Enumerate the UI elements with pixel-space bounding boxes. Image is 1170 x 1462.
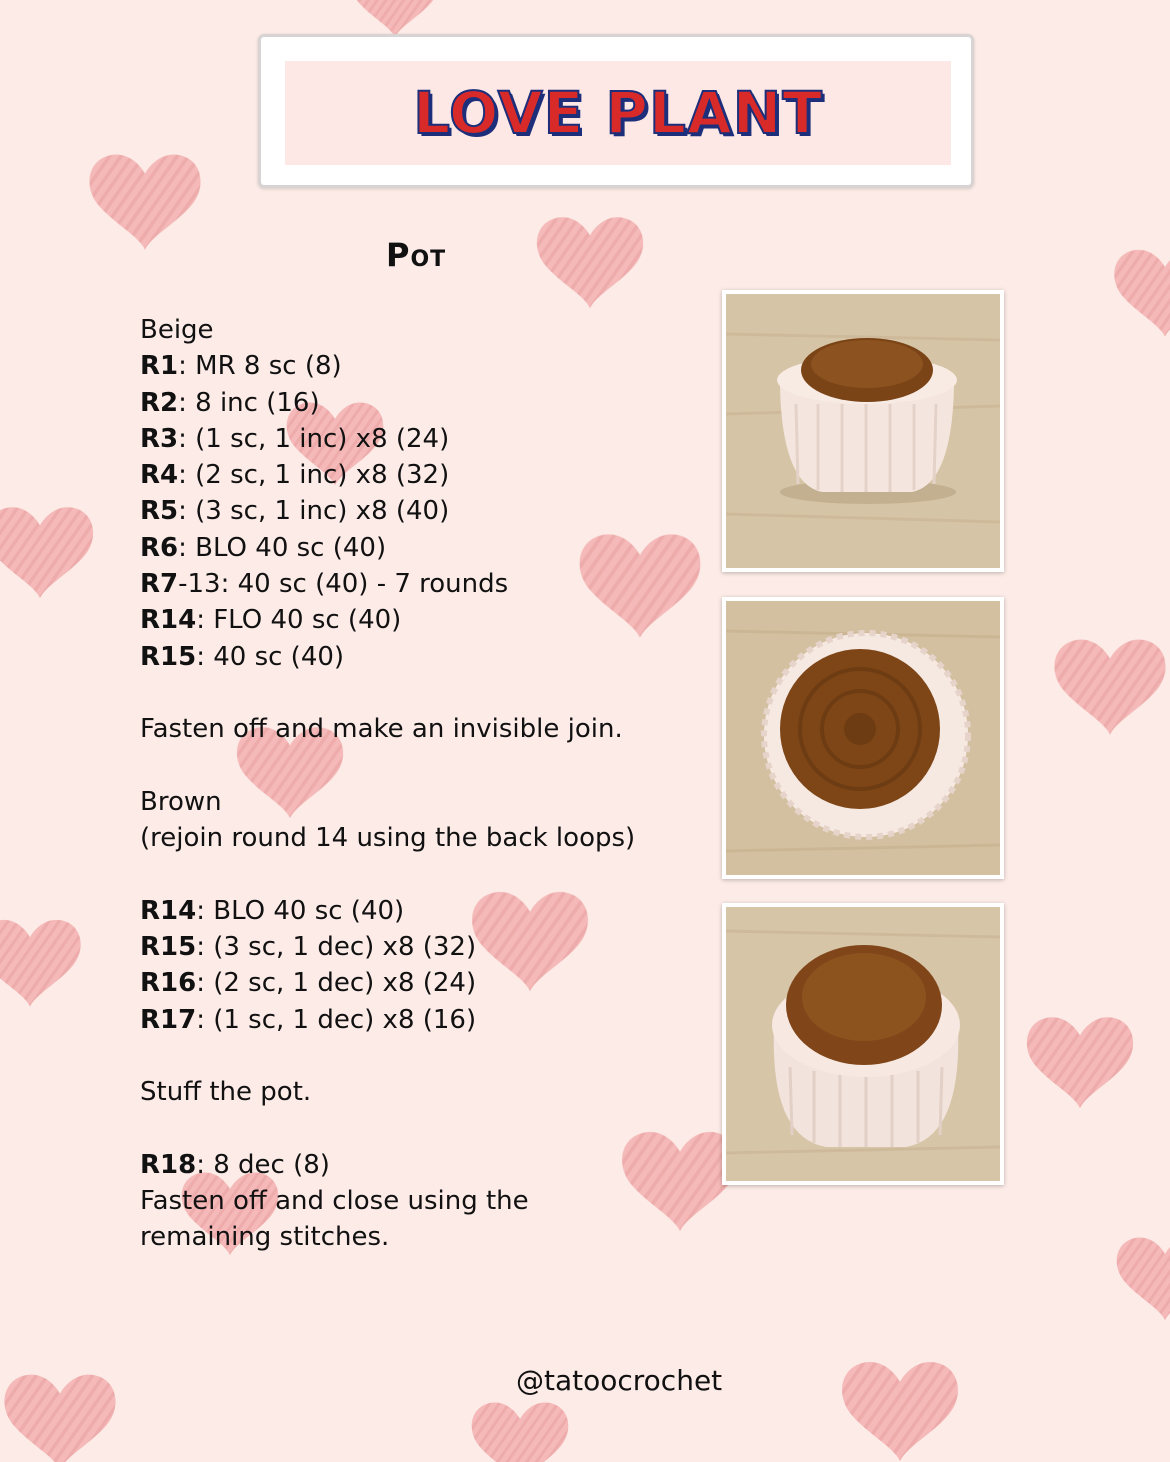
heart-icon xyxy=(352,0,439,37)
round-label: R1 xyxy=(140,351,179,382)
round-line xyxy=(140,385,720,421)
heart-icon xyxy=(1054,640,1165,735)
heart-icon xyxy=(4,1375,115,1462)
heart-icon xyxy=(842,1362,958,1461)
heart-icon xyxy=(1027,1017,1133,1108)
social-handle: @tatoocrochet xyxy=(516,1364,723,1397)
round-text: : 40 sc (40) xyxy=(196,641,345,672)
title-banner xyxy=(258,34,974,188)
round-text: : (3 sc, 1 dec) x8 (32) xyxy=(196,932,477,963)
pattern-instructions xyxy=(140,312,720,1256)
section-title: Pot xyxy=(386,236,447,274)
round-label: R16 xyxy=(140,968,197,999)
round-line xyxy=(140,929,720,965)
crochet-pot-angled-image xyxy=(726,907,1000,1181)
heart-icon xyxy=(1117,1237,1170,1320)
instruction-subnote: (rejoin round 14 using the back loops) xyxy=(140,823,636,854)
round-line xyxy=(140,893,720,929)
round-line xyxy=(140,639,720,675)
crochet-pot-top-image xyxy=(726,601,1000,875)
round-text: : (3 sc, 1 inc) x8 (40) xyxy=(178,496,450,527)
round-text: : BLO 40 sc (40) xyxy=(196,895,405,926)
heart-icon xyxy=(0,507,93,598)
round-text: : 8 inc (16) xyxy=(178,387,320,418)
round-line xyxy=(140,965,720,1001)
spacer xyxy=(140,1111,720,1147)
round-text: : MR 8 sc (8) xyxy=(178,351,342,382)
round-label: R17 xyxy=(140,1004,197,1035)
spacer xyxy=(140,675,720,711)
round-line xyxy=(140,421,720,457)
round-text: : (2 sc, 1 inc) x8 (32) xyxy=(178,460,450,491)
pot-photo-side xyxy=(722,290,1004,572)
round-line xyxy=(140,457,720,493)
round-label: R18 xyxy=(140,1149,197,1180)
page-title: LOVE PLANT xyxy=(413,79,823,147)
round-text: : BLO 40 sc (40) xyxy=(178,532,387,563)
round-label: R5 xyxy=(140,496,179,527)
round-line xyxy=(140,348,720,384)
color-label-brown: Brown xyxy=(140,786,222,817)
spacer xyxy=(140,856,720,892)
round-label: R6 xyxy=(140,532,179,563)
heart-icon xyxy=(0,920,81,1007)
heart-icon xyxy=(472,1402,569,1462)
heart-icon xyxy=(537,217,643,308)
round-text: : (2 sc, 1 dec) x8 (24) xyxy=(196,968,477,999)
instruction-note: Fasten off and close using the xyxy=(140,1186,529,1217)
pot-photo-top xyxy=(722,597,1004,879)
round-line xyxy=(140,602,720,638)
round-line xyxy=(140,1147,720,1183)
round-line xyxy=(140,493,720,529)
spacer xyxy=(140,748,720,784)
heart-icon xyxy=(89,155,200,250)
spacer xyxy=(140,1038,720,1074)
round-label: R4 xyxy=(140,460,179,491)
instruction-note: Fasten off and make an invisible join. xyxy=(140,714,623,745)
round-label: R15 xyxy=(140,641,197,672)
pot-photo-angled xyxy=(722,903,1004,1185)
round-line xyxy=(140,1002,720,1038)
round-label: R7 xyxy=(140,569,179,600)
instruction-note: remaining stitches. xyxy=(140,1222,390,1253)
round-text: : FLO 40 sc (40) xyxy=(196,605,402,636)
round-text: : (1 sc, 1 inc) x8 (24) xyxy=(178,423,450,454)
round-label: R2 xyxy=(140,387,179,418)
round-line xyxy=(140,530,720,566)
round-label: R14 xyxy=(140,605,197,636)
round-text: : 8 dec (8) xyxy=(196,1149,330,1180)
title-banner-inner xyxy=(285,61,951,165)
round-label: R3 xyxy=(140,423,179,454)
round-text: -13: 40 sc (40) - 7 rounds xyxy=(178,569,509,600)
heart-icon xyxy=(1114,250,1170,337)
round-line xyxy=(140,566,720,602)
round-label: R15 xyxy=(140,932,197,963)
round-text: : (1 sc, 1 dec) x8 (16) xyxy=(196,1004,477,1035)
crochet-pot-side-image xyxy=(726,294,1000,568)
round-label: R14 xyxy=(140,895,197,926)
instruction-note: Stuff the pot. xyxy=(140,1077,312,1108)
color-label-beige: Beige xyxy=(140,315,214,345)
